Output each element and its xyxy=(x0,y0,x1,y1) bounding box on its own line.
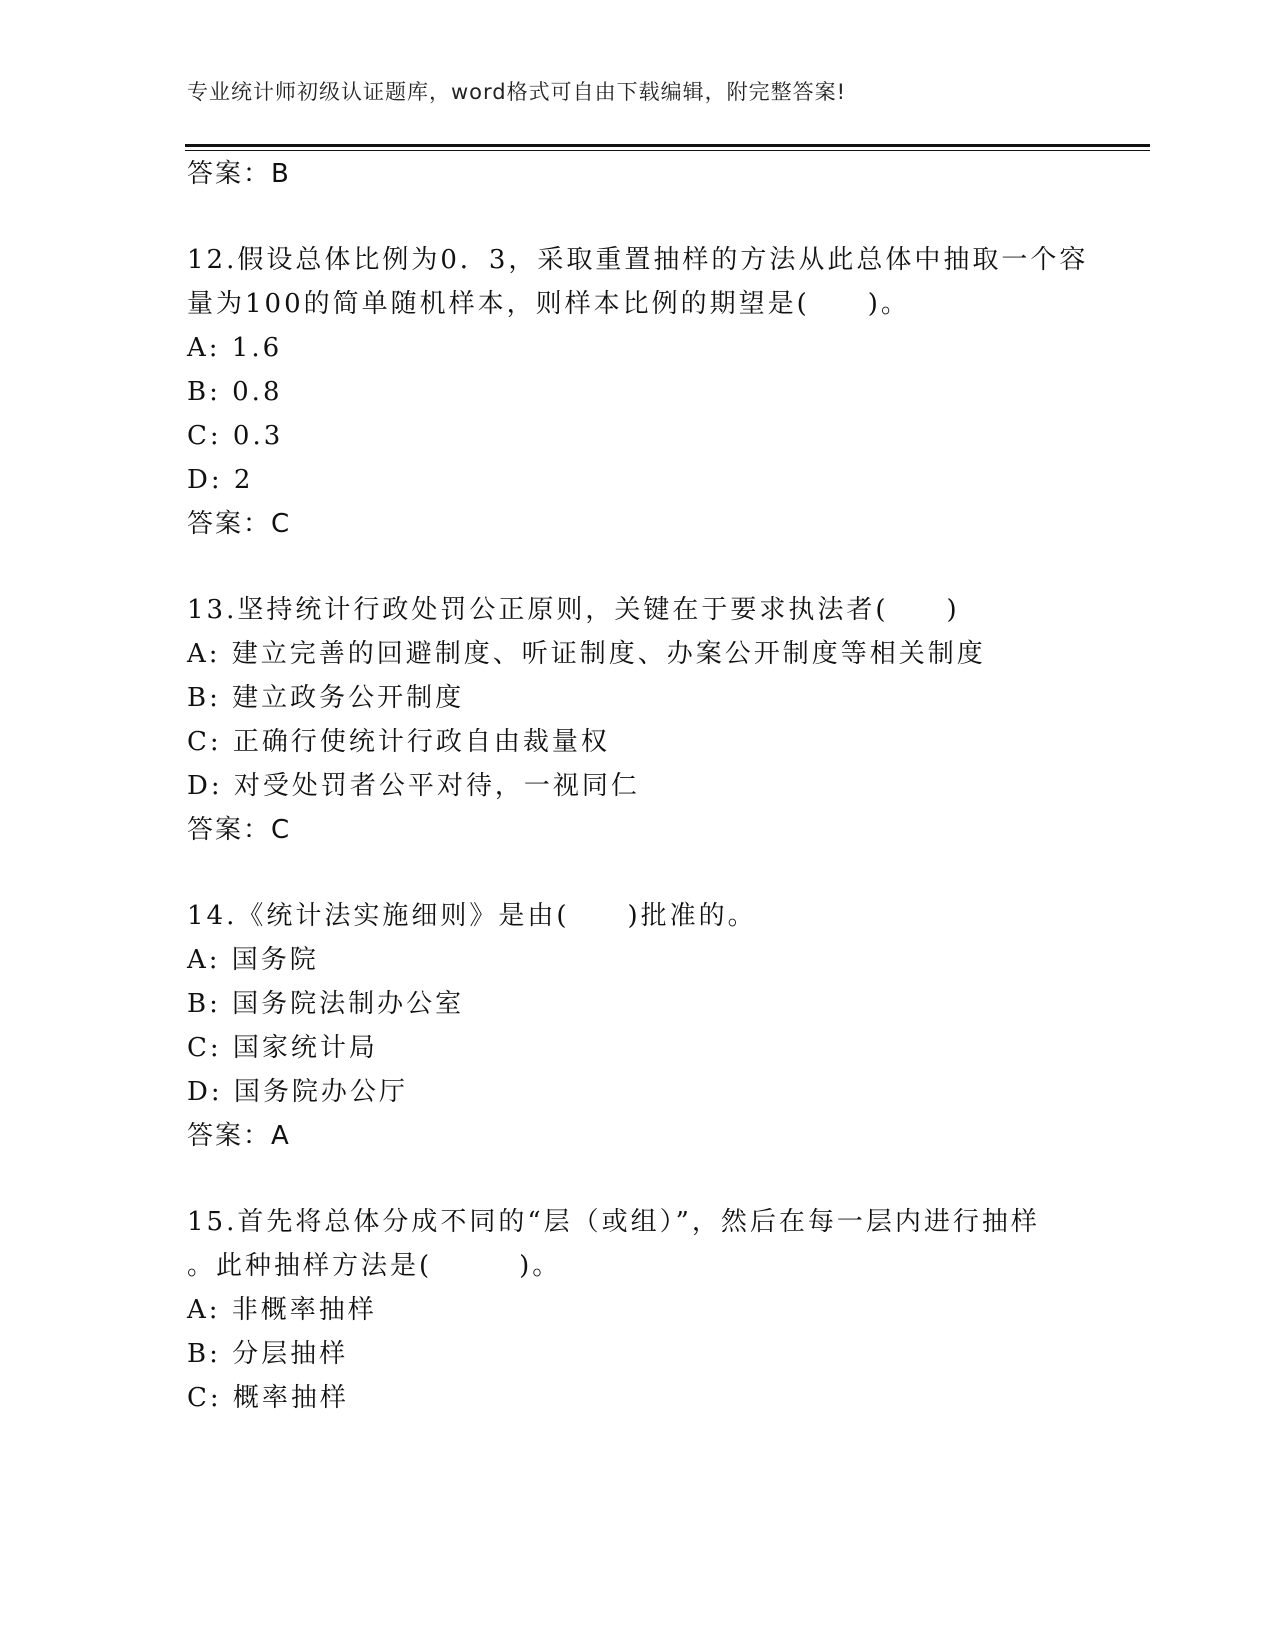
question-15-option-a: A: 非概率抽样 xyxy=(187,1295,377,1325)
question-14-option-c: C: 国家统计局 xyxy=(187,1033,378,1063)
question-12-option-a: A: 1.6 xyxy=(187,333,283,363)
question-13-option-a: A: 建立完善的回避制度、听证制度、办案公开制度等相关制度 xyxy=(187,639,986,669)
question-15-text-line-1: 15.首先将总体分成不同的“层（或组）”，然后在每一层内进行抽样 xyxy=(187,1207,1040,1237)
question-15-text-line-2: 。此种抽样方法是( )。 xyxy=(187,1251,562,1281)
question-12-option-c: C: 0.3 xyxy=(187,421,284,451)
question-12-option-d: D: 2 xyxy=(187,465,254,495)
question-12-text-line-2: 量为100的简单随机样本，则样本比例的期望是( )。 xyxy=(187,289,910,319)
question-13-option-d: D: 对受处罚者公平对待，一视同仁 xyxy=(187,771,640,801)
question-14-option-a: A: 国务院 xyxy=(187,945,319,975)
question-13-option-c: C: 正确行使统计行政自由裁量权 xyxy=(187,727,610,757)
question-13-answer: 答案：C xyxy=(187,815,292,845)
header-rule-thick xyxy=(185,144,1150,147)
question-15-option-c: C: 概率抽样 xyxy=(187,1383,349,1413)
question-12-option-b: B: 0.8 xyxy=(187,377,283,407)
question-15-option-b: B: 分层抽样 xyxy=(187,1339,349,1369)
question-13-option-b: B: 建立政务公开制度 xyxy=(187,683,465,713)
question-12-text-line-1: 12.假设总体比例为0．3，采取重置抽样的方法从此总体中抽取一个容 xyxy=(187,245,1089,275)
question-13-text-line-1: 13.坚持统计行政处罚公正原则，关键在于要求执法者( ) xyxy=(187,595,960,625)
page-header: 专业统计师初级认证题库，word格式可自由下载编辑，附完整答案! xyxy=(187,80,847,104)
question-14-option-b: B: 国务院法制办公室 xyxy=(187,989,465,1019)
header-rule-thin xyxy=(185,150,1150,151)
question-12-answer: 答案：C xyxy=(187,509,292,539)
question-14-text-line-1: 14.《统计法实施细则》是由( )批准的。 xyxy=(187,901,757,931)
question-14-option-d: D: 国务院办公厅 xyxy=(187,1077,408,1107)
question-14-answer: 答案：A xyxy=(187,1121,291,1151)
answer-line-q11: 答案：B xyxy=(187,159,291,189)
